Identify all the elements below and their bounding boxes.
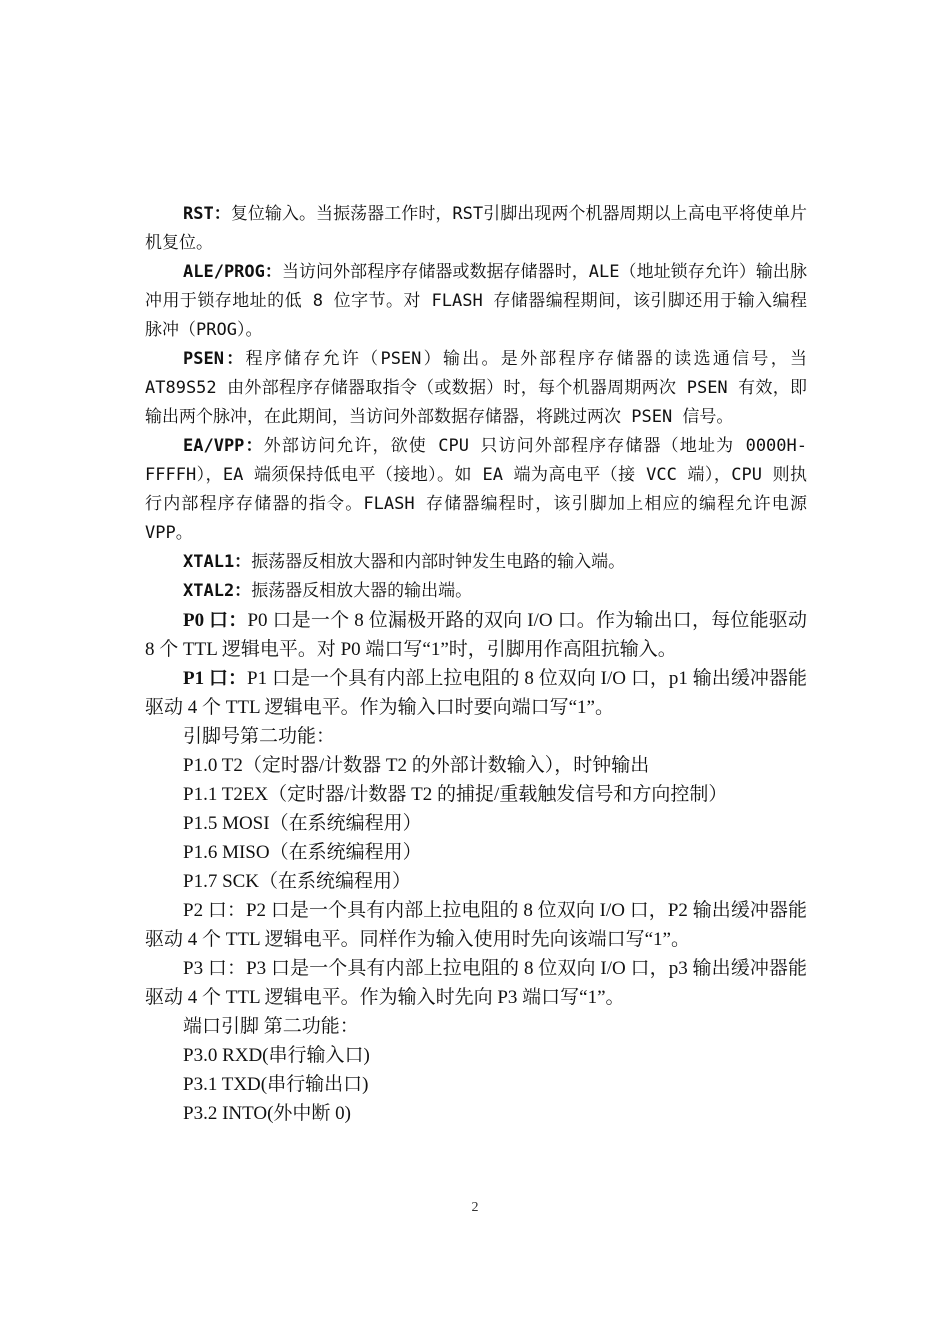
p1-label: P1 口： [183,668,248,689]
pin-description: 外部访问允许，欲使 CPU 只访问外部程序存储器（地址为 0000H-FFFFH），EA 端须保持低电平（接地）。如 EA 端为高电平（接 VCC 端），CPU 则执行内部程序存储器的指令。FLASH 存储器编程时，该引脚加上相应的编程允许电源 VPP。 [145,436,807,543]
p0-description: P0 口是一个 8 位漏极开路的双向 I/O 口。作为输出口，每位能驱动 8 个 TTL 逻辑电平。对 P0 端口写“1”时，引脚用作高阻抗输入。 [145,610,807,660]
pin-label: XTAL2： [183,581,252,601]
p1-function-item: P1.1 T2EX（定时器/计数器 T2 的捕捉/重载触发信号和方向控制） [183,784,728,805]
pin-label: PSEN： [183,349,246,369]
pin-description: 振荡器反相放大器的输出端。 [251,581,473,601]
p3-function-item: P3.0 RXD(串行输入口) [183,1045,370,1066]
pin-description: 振荡器反相放大器和内部时钟发生电路的输入端。 [251,552,626,572]
p1-function-item: P1.0 T2（定时器/计数器 T2 的外部计数输入），时钟输出 [183,755,650,776]
p2-paragraph: P2 口：P2 口是一个具有内部上拉电阻的 8 位双向 I/O 口，P2 输出缓冲器能驱动 4 个 TTL 逻辑电平。同样作为输入使用时先向该端口写“1”。 [145,900,807,950]
pin-paragraph-ea [145,432,807,548]
document-body [145,200,807,1128]
p3-function-item: P3.1 TXD(串行输出口) [183,1074,369,1095]
pin-paragraph-rst [145,200,807,258]
pin-paragraph-psen [145,345,807,432]
pin-paragraph-xtal1 [145,548,807,577]
p0-paragraph [145,606,807,664]
pin-label: RST： [183,204,231,224]
pin-label: XTAL1： [183,552,252,572]
page-number: 2 [471,1200,479,1215]
p3-function-item: P3.2 INTO(外中断 0) [183,1103,352,1124]
p1-function-item: P1.5 MOSI（在系统编程用） [183,813,422,834]
p1-function-item: P1.6 MISO（在系统编程用） [183,842,422,863]
p3-second-function-heading: 端口引脚 第二功能： [183,1016,359,1037]
p1-second-function-heading: 引脚号第二功能： [183,726,336,747]
p1-description: P1 口是一个具有内部上拉电阻的 8 位双向 I/O 口，p1 输出缓冲器能驱动 4 个 TTL 逻辑电平。作为输入口时要向端口写“1”。 [145,668,807,718]
pin-paragraph-ale [145,258,807,345]
pin-paragraph-xtal2 [145,577,807,606]
p0-label: P0 口： [183,610,248,631]
pin-label: ALE/PROG： [183,262,282,282]
p1-function-item: P1.7 SCK（在系统编程用） [183,871,412,892]
pin-description: 当访问外部程序存储器或数据存储器时，ALE（地址锁存允许）输出脉冲用于锁存地址的低 8 位字节。对 FLASH 存储器编程期间，该引脚还用于输入编程脉冲（PROG）。 [145,262,807,340]
pin-label: EA/VPP： [183,436,264,456]
pin-description: 程序储存允许（PSEN）输出。是外部程序存储器的读选通信号，当 AT89S52 由外部程序存储器取指令（或数据）时，每个机器周期两次 PSEN 有效，即输出两个脉冲，在此期间，当访问外部数据存储器，将跳过两次 PSEN 信号。 [145,349,807,427]
p1-paragraph [145,664,807,722]
p3-paragraph: P3 口：P3 口是一个具有内部上拉电阻的 8 位双向 I/O 口，p3 输出缓冲器能驱动 4 个 TTL 逻辑电平。作为输入时先向 P3 端口写“1”。 [145,958,807,1008]
pin-description: 复位输入。当振荡器工作时，RST引脚出现两个机器周期以上高电平将使单片机复位。 [145,204,808,253]
